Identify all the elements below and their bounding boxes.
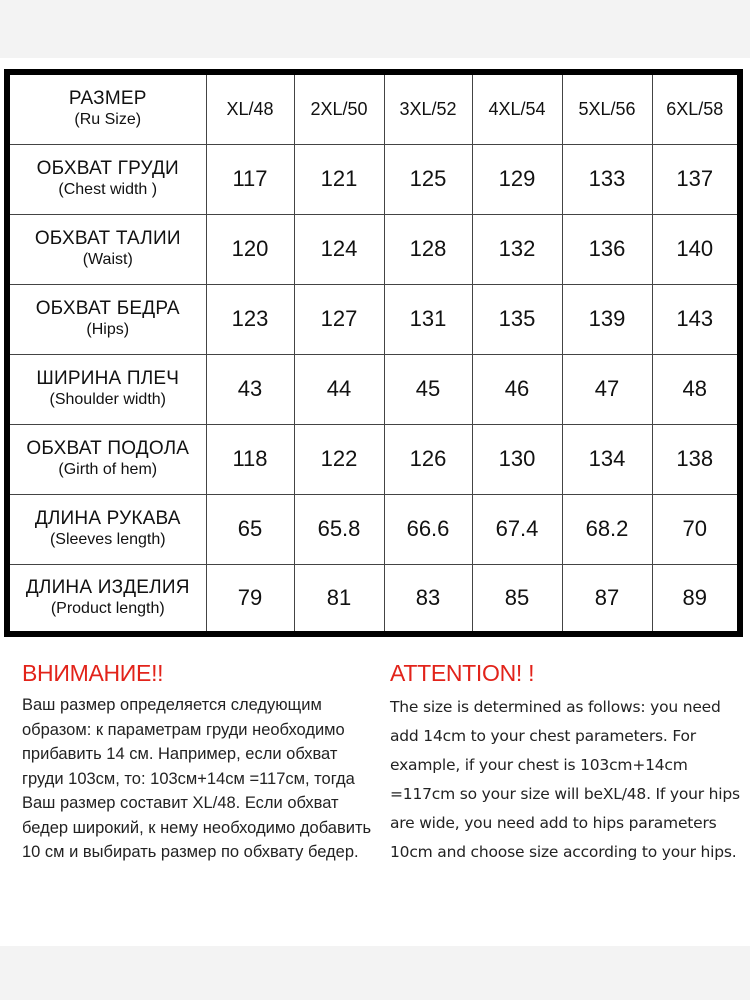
measurement-value: 83: [384, 564, 472, 634]
note-ru-text: Ваш размер определяется следующим образом: к параметрам груди необходимо прибавить 14 см. Например, если обхват груди 103см, то: 103см+14см =117см, тогда Ваш размер составит XL/48. Если обхват бедер широкий, к нему необходимо добавить 10 см и выбирать размер по обхвату бедер.: [22, 696, 372, 861]
measurement-row: [7, 144, 740, 214]
measurement-value: 137: [652, 144, 740, 214]
measurement-value: 66.6: [384, 494, 472, 564]
measurement-value: 134: [562, 424, 652, 494]
measurement-label: ШИРИНА ПЛЕЧ: [36, 368, 180, 389]
measurement-sublabel: (Product length): [50, 599, 165, 617]
measurement-label: ОБХВАТ БЕДРА: [35, 298, 180, 319]
header-sublabel: (Ru Size): [74, 111, 142, 129]
measurement-value: 85: [472, 564, 562, 634]
size-chart-card: [0, 58, 750, 946]
measurement-value: 65.8: [294, 494, 384, 564]
measurement-value: 123: [206, 284, 294, 354]
measurement-label-cell: [7, 144, 206, 214]
measurement-value: 133: [562, 144, 652, 214]
size-header-row: [7, 72, 740, 144]
measurement-value: 129: [472, 144, 562, 214]
measurement-value: 89: [652, 564, 740, 634]
measurement-value: 45: [384, 354, 472, 424]
measurement-sublabel: (Waist): [82, 251, 133, 268]
measurement-value: 125: [384, 144, 472, 214]
measurement-row: [7, 424, 740, 494]
measurement-value: 43: [206, 354, 294, 424]
measurement-sublabel: (Hips): [86, 321, 130, 338]
measurement-value: 135: [472, 284, 562, 354]
measurement-value: 128: [384, 214, 472, 284]
size-column-header: 2XL/50: [294, 72, 384, 144]
measurement-value: 138: [652, 424, 740, 494]
measurement-value: 140: [652, 214, 740, 284]
measurement-label: ОБХВАТ ТАЛИИ: [34, 228, 181, 249]
measurement-label-cell: [7, 564, 206, 634]
measurement-label-cell: [7, 214, 206, 284]
measurement-value: 117: [206, 144, 294, 214]
note-en-text: The size is determined as follows: you need add 14cm to your chest parameters. For example, if your chest is 103cm+14cm =117cm so your size will beXL/48. If your hips are wide, you need add to hips parameters 10cm and choose size according to your hips.: [390, 698, 740, 861]
measurement-label-cell: [7, 284, 206, 354]
header-label: РАЗМЕР: [68, 88, 147, 110]
measurement-value: 46: [472, 354, 562, 424]
measurement-row: [7, 494, 740, 564]
measurement-row: [7, 214, 740, 284]
measurement-value: 118: [206, 424, 294, 494]
measurement-value: 44: [294, 354, 384, 424]
measurement-value: 48: [652, 354, 740, 424]
measurement-value: 47: [562, 354, 652, 424]
measurement-value: 65: [206, 494, 294, 564]
measurement-label-cell: [7, 494, 206, 564]
size-table: [4, 69, 743, 637]
measurement-value: 132: [472, 214, 562, 284]
measurement-sublabel: (Chest width ): [58, 181, 158, 198]
measurement-label: ДЛИНА ИЗДЕЛИЯ: [25, 576, 190, 598]
measurement-label-cell: [7, 354, 206, 424]
measurement-value: 131: [384, 284, 472, 354]
measurement-value: 67.4: [472, 494, 562, 564]
measurement-value: 122: [294, 424, 384, 494]
size-column-header: XL/48: [206, 72, 294, 144]
measurement-row: [7, 284, 740, 354]
measurement-value: 70: [652, 494, 740, 564]
measurement-label: ОБХВАТ ПОДОЛА: [26, 438, 190, 459]
measurement-value: 81: [294, 564, 384, 634]
measurement-value: 127: [294, 284, 384, 354]
measurement-value: 79: [206, 564, 294, 634]
measurement-value: 120: [206, 214, 294, 284]
measurement-label: ДЛИНА РУКАВА: [34, 508, 181, 529]
measurement-value: 143: [652, 284, 740, 354]
measurement-value: 126: [384, 424, 472, 494]
measurement-row: [7, 354, 740, 424]
measurement-value: 130: [472, 424, 562, 494]
measurement-label-cell: [7, 424, 206, 494]
measurement-value: 124: [294, 214, 384, 284]
measurement-value: 121: [294, 144, 384, 214]
header-label-cell: [7, 72, 206, 144]
note-english: [390, 648, 750, 867]
size-column-header: 6XL/58: [652, 72, 740, 144]
measurement-value: 68.2: [562, 494, 652, 564]
size-column-header: 4XL/54: [472, 72, 562, 144]
size-column-header: 5XL/56: [562, 72, 652, 144]
measurement-sublabel: (Girth of hem): [58, 461, 158, 478]
measurement-value: 87: [562, 564, 652, 634]
size-column-header: 3XL/52: [384, 72, 472, 144]
measurement-value: 139: [562, 284, 652, 354]
note-russian: [22, 648, 382, 865]
note-ru-title: ВНИМАНИЕ!!: [22, 660, 164, 686]
measurement-row: [7, 564, 740, 634]
note-en-title: ATTENTION! !: [390, 660, 535, 686]
measurement-sublabel: (Sleeves length): [49, 531, 166, 548]
measurement-sublabel: (Shoulder width): [49, 391, 166, 408]
measurement-value: 136: [562, 214, 652, 284]
measurement-label: ОБХВАТ ГРУДИ: [36, 158, 179, 179]
